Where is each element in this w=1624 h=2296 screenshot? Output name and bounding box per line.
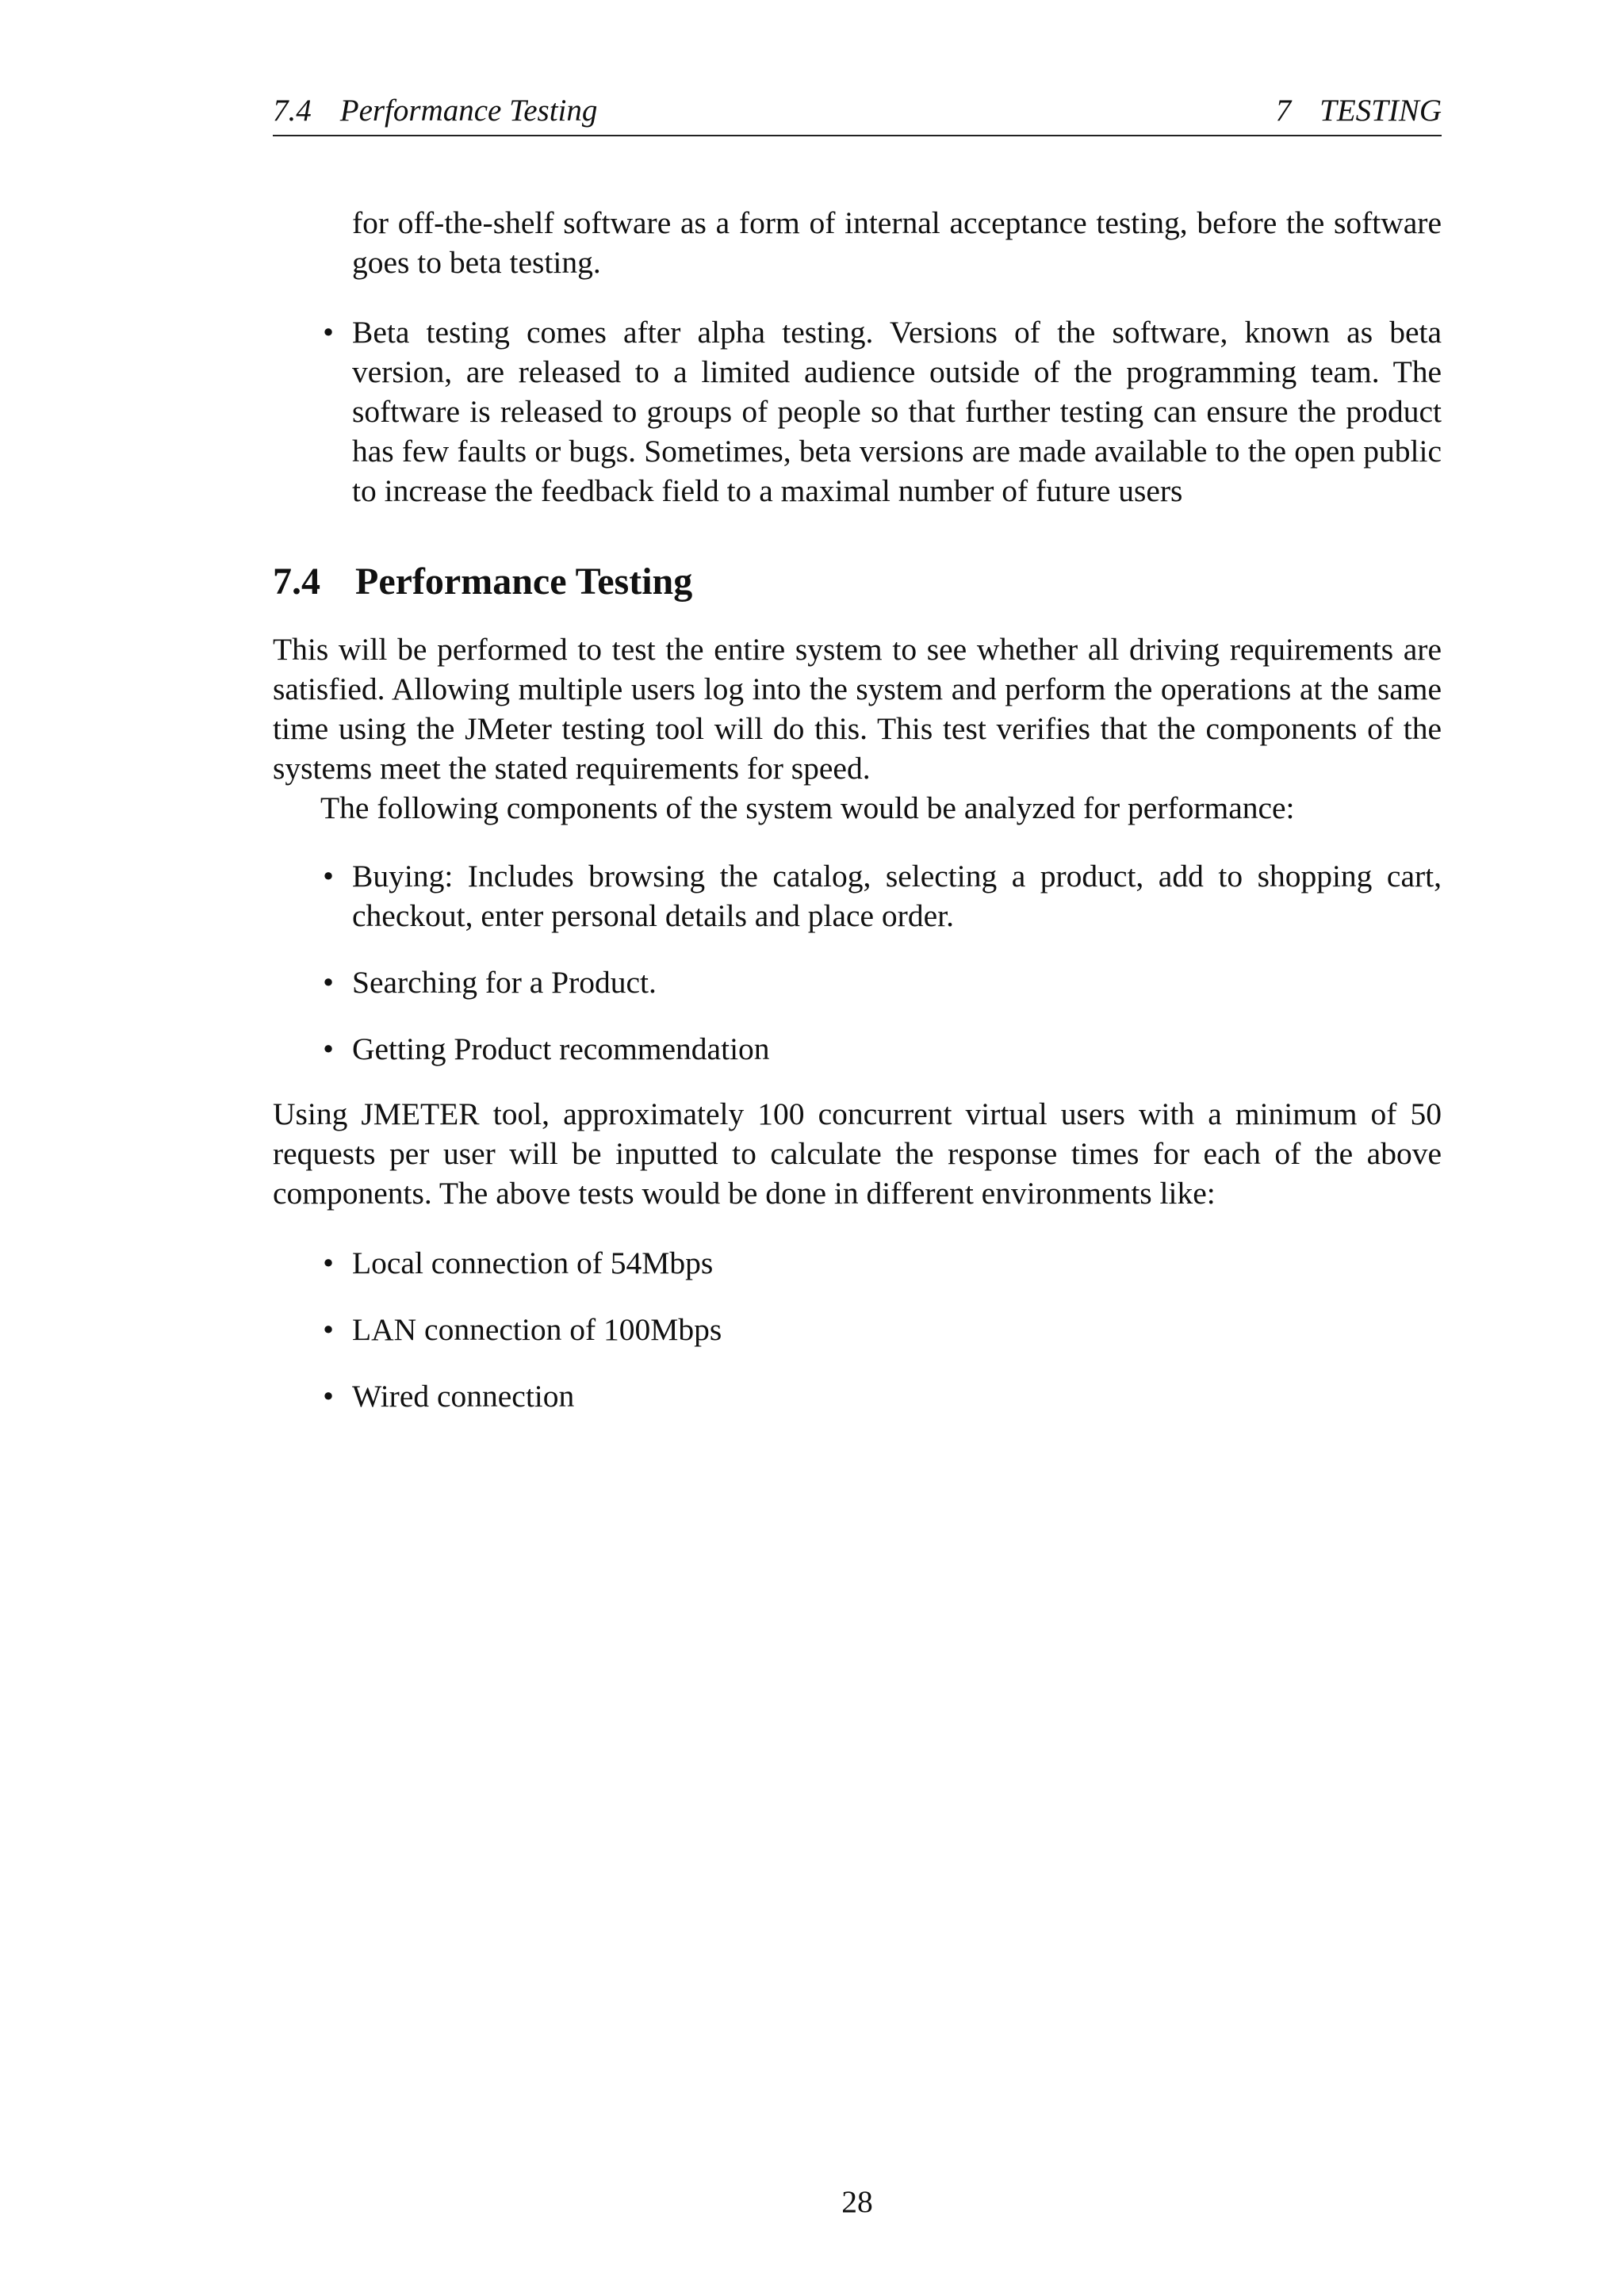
bullet-icon: • — [323, 1312, 334, 1347]
list-item — [273, 1243, 1442, 1283]
page-number: 28 — [841, 2184, 873, 2219]
section-heading — [273, 558, 692, 606]
bullet-icon: • — [323, 315, 334, 350]
header-chapter-number: 7 — [1275, 94, 1292, 128]
bullet-icon: • — [323, 1246, 334, 1280]
list-item — [273, 1376, 1442, 1416]
list-item — [273, 962, 1442, 1002]
header-chapter-title: TESTING — [1320, 94, 1442, 128]
bullet-icon: • — [323, 1031, 334, 1066]
list-item — [273, 1029, 1442, 1069]
intro-paragraph: This will be performed to test the entire system to see whether all driving requirements are satisfied. Allowing multiple users log into the system and perform the operations at the same time using the JMeter testing tool will do this. This test verifies that the components of the systems meet the stated requirements for speed. — [273, 632, 1442, 786]
components-intro-paragraph: The following components of the system would be analyzed for performance: — [320, 790, 1295, 825]
component-buying-text: Buying: Includes browsing the catalog, selecting a product, add to shopping cart, checkout, enter personal details and place order. — [352, 859, 1442, 933]
list-item — [273, 312, 1442, 511]
beta-bullet-list — [273, 312, 1442, 511]
list-item — [273, 856, 1442, 936]
document-page — [273, 0, 1442, 2296]
header-section — [273, 90, 597, 132]
bullet-icon: • — [323, 965, 334, 1000]
component-searching-text: Searching for a Product. — [352, 965, 657, 1000]
bullet-icon: • — [323, 1379, 334, 1414]
environment-wired-text: Wired connection — [352, 1379, 575, 1414]
environment-lan-text: LAN connection of 100Mbps — [352, 1312, 722, 1347]
component-recommendation-text: Getting Product recommendation — [352, 1031, 770, 1066]
bullet-icon: • — [323, 859, 334, 894]
list-item — [273, 1310, 1442, 1349]
environments-list — [273, 1243, 1442, 1416]
header-section-number: 7.4 — [273, 94, 312, 128]
jmeter-paragraph: Using JMETER tool, approximately 100 concurrent virtual users with a minimum of 50 requests per user will be inputted to calculate the response times for each of the above components. The above tests would be done in different environments like: — [273, 1096, 1442, 1211]
header-chapter — [1276, 90, 1442, 132]
components-list — [273, 856, 1442, 1069]
header-section-title: Performance Testing — [339, 94, 598, 128]
environment-local-text: Local connection of 54Mbps — [352, 1246, 714, 1280]
running-header — [273, 89, 1442, 136]
alpha-continuation-text: for off-the-shelf software as a form of internal acceptance testing, before the software goes to beta testing. — [352, 205, 1442, 280]
section-title: Performance Testing — [355, 561, 693, 603]
beta-bullet-text: Beta testing comes after alpha testing. Versions of the software, known as beta version, are released to a limited audience outside of the programming team. The software is released to groups of people so that further testing can ensure the product has few faults or bugs. Sometimes, beta versions are made available to the open public to increase the feedback field to a maximal number of future users — [352, 315, 1442, 508]
section-number: 7.4 — [273, 561, 320, 603]
